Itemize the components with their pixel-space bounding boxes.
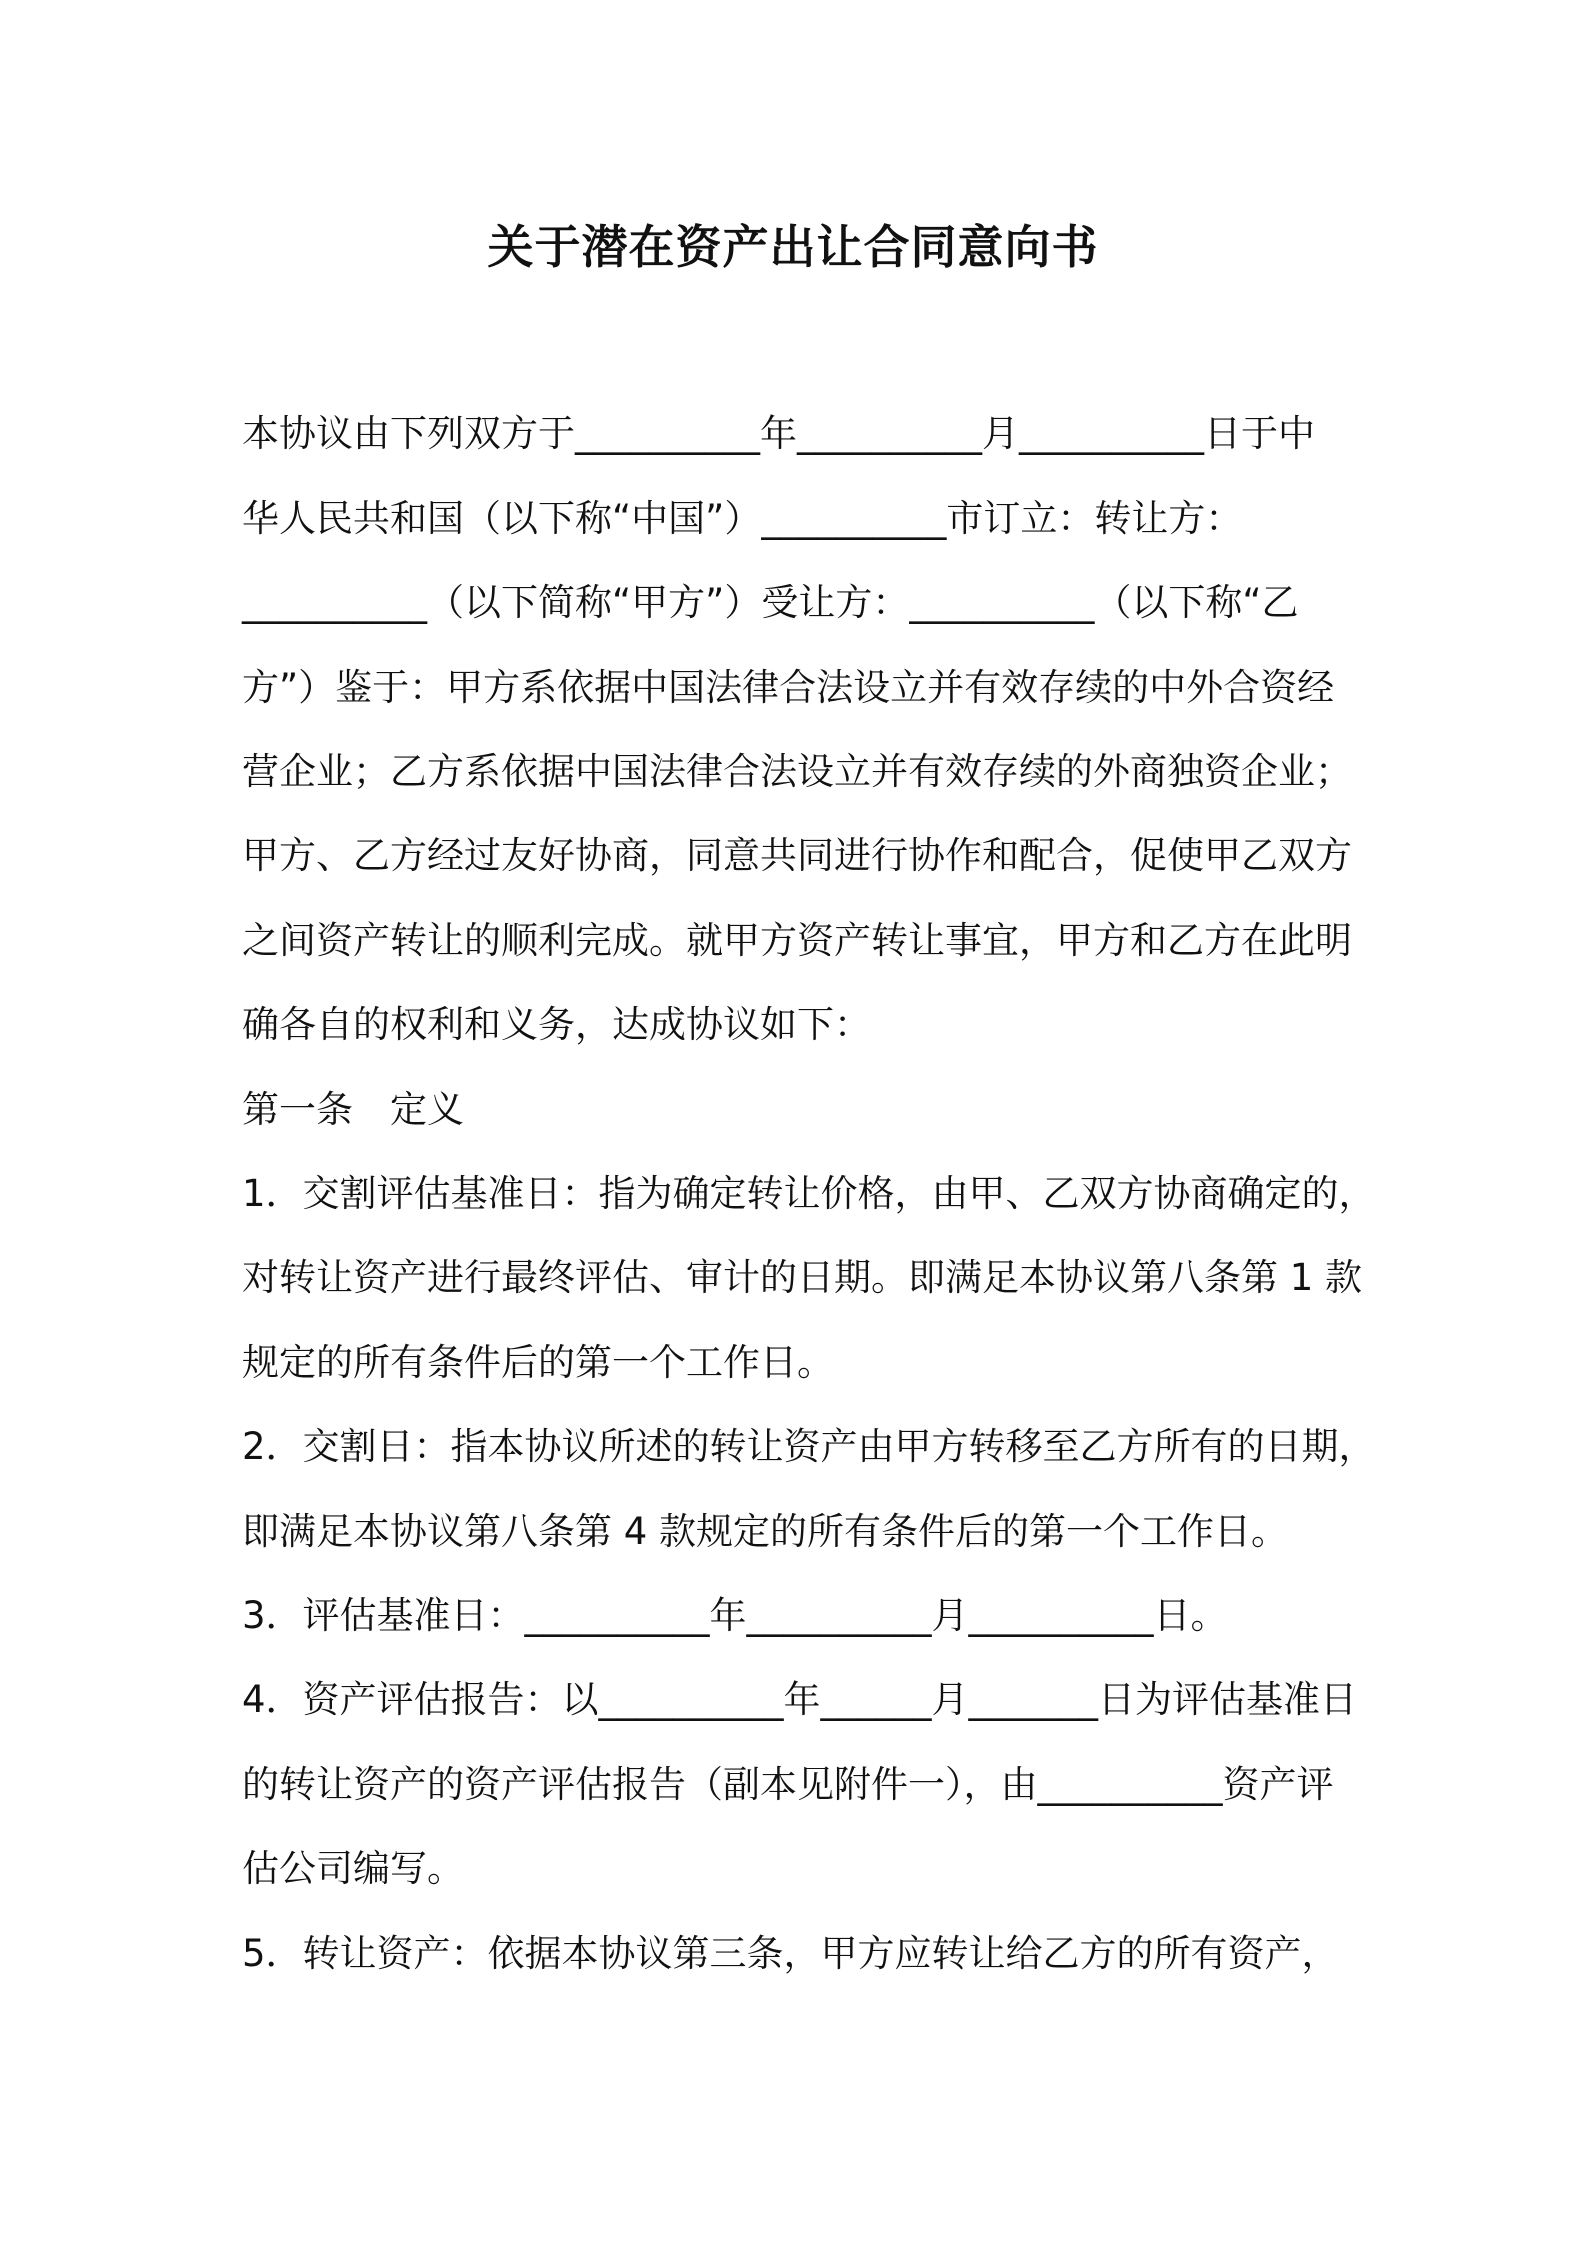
clause-line: 的转让资产的资产评估报告（副本见附件一），由__________资产评 (242, 1763, 1334, 1806)
clause-line: 对转让资产进行最终评估、审计的日期。即满足本协议第八条第 1 款 (242, 1256, 1363, 1299)
body-line: 营企业；乙方系依据中国法律合法设立并有效存续的外商独资企业； (242, 750, 1352, 793)
body-line: __________（以下简称“甲方”）受让方：__________（以下称“乙 (242, 581, 1299, 624)
document-title: 关于潜在资产出让合同意向书 (487, 220, 1099, 274)
body-line: 本协议由下列双方于__________年__________月__________日于中 (242, 412, 1315, 455)
clause-line: 2．交割日：指本协议所述的转让资产由甲方转移至乙方所有的日期， (242, 1425, 1376, 1468)
clause-line: 1．交割评估基准日：指为确定转让价格，由甲、乙双方协商确定的， (242, 1172, 1376, 1215)
clause-line: 4．资产评估报告：以__________年______月_______日为评估基准日 (242, 1678, 1358, 1721)
body-line: 甲方、乙方经过友好协商，同意共同进行协作和配合，促使甲乙双方 (242, 834, 1352, 877)
clause-line: 规定的所有条件后的第一个工作日。 (242, 1341, 834, 1384)
body-line: 之间资产转让的顺利完成。就甲方资产转让事宜，甲方和乙方在此明 (242, 919, 1352, 962)
clause-line: 即满足本协议第八条第 4 款规定的所有条件后的第一个工作日。 (242, 1510, 1289, 1553)
body-line: 方”）鉴于：甲方系依据中国法律合法设立并有效存续的中外合资经 (242, 666, 1335, 709)
body-line: 确各自的权利和义务，达成协议如下： (242, 1003, 871, 1046)
clause-line: 3．评估基准日：__________年__________月__________日。 (242, 1594, 1228, 1637)
clause-line: 估公司编写。 (242, 1847, 464, 1890)
article-heading: 第一条 定义 (242, 1088, 464, 1131)
clause-line: 5．转让资产：依据本协议第三条，甲方应转让给乙方的所有资产， (242, 1932, 1339, 1975)
body-line: 华人民共和国（以下称“中国”）__________市订立：转让方： (242, 497, 1243, 540)
